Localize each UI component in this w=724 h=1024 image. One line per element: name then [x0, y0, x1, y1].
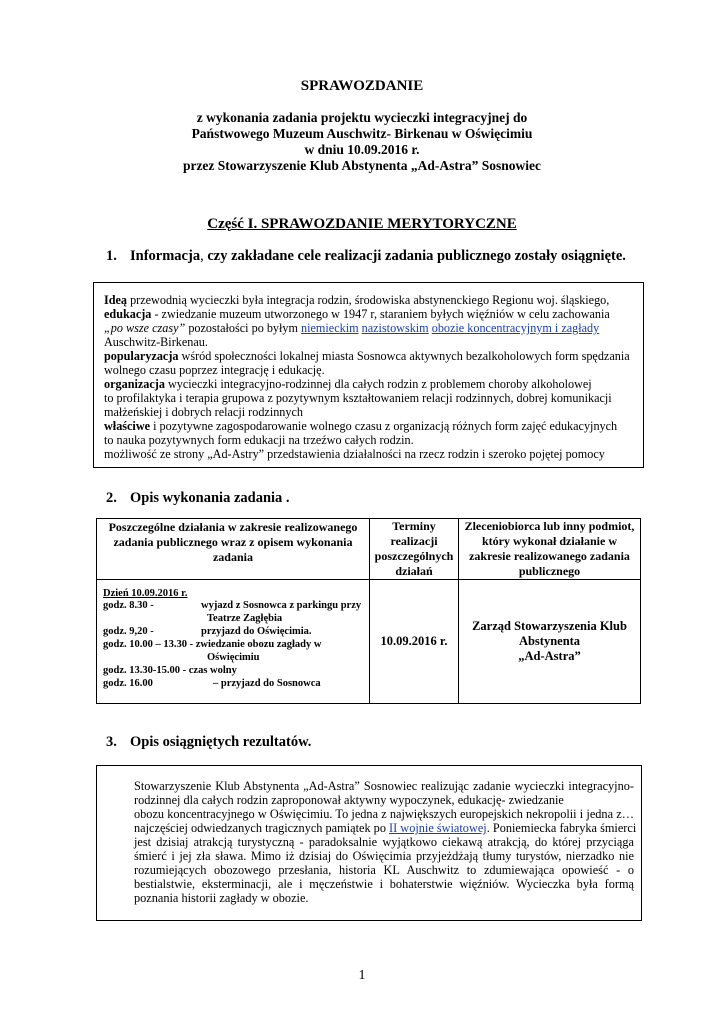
section-2-title: Opis wykonania zadania .: [130, 490, 290, 506]
section-2-heading: [106, 490, 290, 507]
schedule-item: godz. 16.00: [103, 678, 153, 689]
section-3-heading: [106, 734, 311, 751]
goal-line-3: „po wsze czasy” pozostałości po byłym niemieckim nazistowskim obozie koncentracyjnym i zagłady: [104, 321, 600, 335]
subtitle-line-3: w dniu 10.09.2016 r.: [304, 142, 420, 157]
result-line-7: rozumiejących obozowego przesłania, historia KL Auschwitz to zdumiewająca opowieść - o: [134, 863, 634, 877]
link-obozie-koncentracyjnym[interactable]: obozie koncentracyjnym i zagłady: [431, 321, 600, 335]
goal-line-11: to nauka pozytywnych form edukacji na trzeźwo całych rodzin.: [104, 433, 414, 447]
document-title: SPRAWOZDANIE: [300, 78, 424, 94]
section-2-number: 2.: [106, 490, 117, 506]
link-ii-wojnie-swiatowej[interactable]: II wojnie światowej: [389, 821, 487, 835]
section-3-number: 3.: [106, 734, 117, 750]
table-header-row: [97, 519, 641, 580]
goal-line-12: możliwość ze strony „Ad-Astry” przedstawienia działalności na rzecz rodzin i szeroko pojętej pomocy: [104, 447, 605, 461]
goal-line-5: popularyzacja wśród społeczności lokalnej miasta Sosnowca aktywnych bezalkoholowych form spędzania: [104, 349, 630, 363]
result-line-5: jest dzisiaj atrakcją turystyczną - paradoksalnie wyjątkowo ciekawą atrakcją, do której przyciąga: [134, 835, 634, 849]
schedule-item: godz. 10.00 – 13.30 - zwiedzanie obozu zagłady w: [103, 639, 322, 650]
term-cell: 10.09.2016 r.: [370, 580, 459, 704]
schedule-item-text: Teatrze Zagłębia: [207, 613, 283, 624]
result-line-1: Stowarzyszenie Klub Abstynenta „Ad-Astra” Sosnowiec realizując zadanie wycieczki integracyjno-: [134, 779, 634, 793]
schedule-item-text: wyjazd z Sosnowca z parkingu przy: [201, 600, 362, 611]
section-1-number: 1.: [106, 248, 117, 264]
goal-line-4: Auschwitz-Birkenau.: [104, 335, 208, 349]
executor-cell: Zarząd Stowarzyszenia Klub Abstynenta „Ad-Astra”: [459, 580, 641, 704]
subtitle-line-1: z wykonania zadania projektu wycieczki integracyjnej do: [196, 110, 528, 125]
page-number: 1: [358, 968, 366, 983]
goal-line-1: Ideą przewodnią wycieczki była integracja rodzin, środowiska abstynenckiego Regionu woj. śląskiego,: [104, 293, 610, 307]
result-line-8: bestialstwie, eksterminacji, ale i męczeństwie i bohaterstwie więźniów. Wycieczka była formą: [134, 877, 634, 891]
goal-line-6: wolnego czasu poprzez integrację i edukację.: [104, 363, 325, 377]
schedule-item-text: Oświęcimiu: [207, 652, 260, 663]
subtitle-line-4: przez Stowarzyszenie Klub Abstynenta „Ad-Astra” Sosnowiec: [182, 158, 542, 173]
section-3-title: Opis osiągniętych rezultatów.: [130, 734, 312, 750]
schedule-cell: [97, 580, 370, 704]
table-row: [97, 580, 641, 704]
schedule-item-text: przyjazd do Oświęcimia.: [201, 626, 312, 637]
section-1-heading: [106, 248, 626, 265]
header-actions: Poszczególne działania w zakresie realizowanego zadania publicznego wraz z opisem wykonania zadania: [97, 519, 370, 580]
result-line-4: najczęściej odwiedzanych tragicznych pamiątek po II wojnie światowej. Poniemiecka fabryka śmierci: [134, 821, 637, 835]
section-1-title-b: czy zakładane cele realizacji zadania publicznego zostały osiągnięte.: [203, 248, 626, 264]
goal-line-9: małżeńskiej i dobrych relacji rodzinnych: [104, 405, 303, 419]
goal-line-7: organizacja wycieczki integracyjno-rodzinnej dla całych rodzin z problemem choroby alkoholowej: [104, 377, 592, 391]
part-title: Część I. SPRAWOZDANIE MERYTORYCZNE: [207, 216, 517, 232]
goal-line-8: to profilaktyka i terapia grupowa z pozytywnym kształtowaniem relacji rodzinnych, dobrej komunikacji: [104, 391, 612, 405]
schedule-item: godz. 13.30-15.00 - czas wolny: [103, 665, 237, 676]
header-executor: Zleceniobiorca lub inny podmiot, który wykonał działanie w zakresie realizowanego zadania publicznego: [459, 519, 641, 580]
schedule-item-text: – przyjazd do Sosnowca: [213, 678, 321, 689]
header-terms: Terminy realizacji poszczególnych działań: [370, 519, 459, 580]
section-3-box: [96, 765, 642, 921]
result-line-6: śmierć i jej zła sława. Mimo iż dzisiaj do Oświęcimia przyjeżdżają tłumy turystów, nierzadko nie: [134, 849, 634, 863]
goal-line-10: właściwe i pozytywne zagospodarowanie wolnego czasu z organizacją różnych form zajęć edukacyjnych: [104, 419, 618, 433]
goal-line-2: edukacja - zwiedzanie muzeum utworzonego w 1947 r, staraniem byłych więźniów w celu zachowania: [104, 307, 610, 321]
schedule-item: godz. 9,20 -: [103, 626, 154, 637]
result-line-3: obozu koncentracyjnego w Oświęcimiu. To jedna z największych europejskich nekropolii i jedna z…: [134, 807, 634, 821]
section-1-title-sep: ,: [200, 248, 204, 264]
link-nazistowskim[interactable]: nazistowskim: [361, 321, 429, 335]
subtitle-line-2: Państwowego Muzeum Auschwitz- Birkenau w Oświęcimiu: [191, 126, 533, 141]
tasks-table: [96, 518, 641, 704]
schedule-date: Dzień 10.09.2016 r.: [103, 588, 188, 599]
link-niemieckim[interactable]: niemieckim: [301, 321, 359, 335]
result-line-2: rodzinnej dla całych rodzin zaproponował aktywny wypoczynek, edukację- zwiedzanie: [134, 793, 564, 807]
section-1-title-a: Informacja: [130, 248, 201, 264]
schedule-item: godz. 8.30 -: [103, 600, 154, 611]
result-line-9: poznania historii zagłady w obozie.: [134, 891, 309, 905]
section-1-box: [93, 282, 644, 468]
